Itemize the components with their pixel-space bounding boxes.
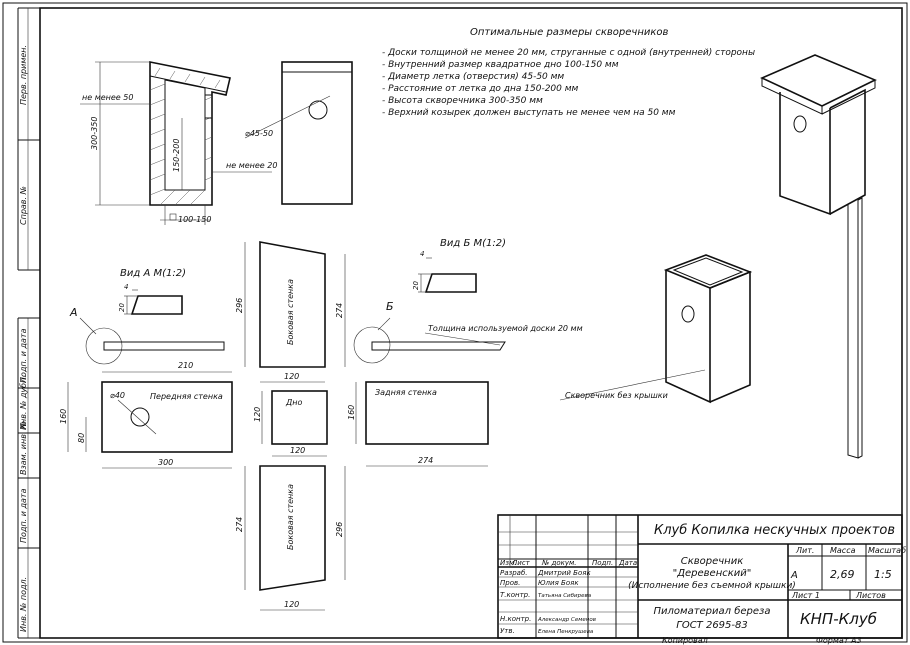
- sheets-count: Листов: [856, 591, 886, 600]
- view-a-d4: 4: [124, 283, 129, 291]
- sheet-number: Лист 1: [792, 591, 820, 600]
- requirement-item: - Внутренний размер квадратное дно 100-150 мм: [382, 60, 619, 70]
- side-bottom-width: 120: [284, 600, 300, 609]
- side-top-left: 296: [235, 297, 244, 313]
- front-wall-label: Передняя стенка: [150, 392, 223, 401]
- product-name-1: Скворечник: [680, 556, 744, 567]
- back-wall-label: Задняя стенка: [375, 388, 437, 397]
- scale-head: Масштаб: [868, 546, 907, 555]
- name-nkontr: Александр Семенов: [538, 617, 596, 623]
- name-tkontr: Татьяна Сибирева: [538, 593, 592, 599]
- role-prov: Пров.: [500, 579, 521, 587]
- dim-height: 300-350: [90, 116, 99, 150]
- role-utv: Утв.: [500, 627, 515, 635]
- bottom-height: 120: [253, 406, 262, 422]
- front-width: 300: [158, 458, 174, 467]
- dim-min50: не менее 50: [82, 93, 134, 102]
- role-nkontr: Н.контр.: [500, 615, 532, 623]
- role-tkontr: Т.контр.: [500, 591, 531, 599]
- head-podp: Подп.: [592, 559, 614, 567]
- material-1: Пиломатериал береза: [653, 606, 771, 617]
- strip-orig-inv: Инв. № подл.: [19, 576, 28, 632]
- role-razrab: Разраб.: [500, 569, 528, 577]
- side-top-width: 120: [284, 372, 300, 381]
- name-razrab: Дмитрий Бояк: [538, 569, 591, 577]
- left-strip: [18, 8, 40, 638]
- front-wall-part: [59, 361, 232, 468]
- lit-value: А: [791, 570, 798, 581]
- front-height: 160: [59, 408, 68, 424]
- back-wall-part: [347, 382, 488, 466]
- bottom-part: [253, 391, 327, 456]
- board-thickness: Толщина используемой доски 20 мм: [428, 324, 583, 333]
- view-b-letter: Б: [386, 300, 394, 313]
- side-bottom-label: Боковая стенка: [286, 483, 295, 550]
- view-a-letter: А: [70, 306, 78, 319]
- requirement-item: - Доски толщиной не менее 20 мм, струганные с одной (внутренней) стороны: [382, 48, 756, 58]
- side-bottom-right: 296: [335, 521, 344, 537]
- dim-bottom: 100-150: [178, 215, 212, 224]
- head-list: Лист: [512, 559, 530, 567]
- strip-replace-inv: Взам. инв. №: [19, 420, 28, 475]
- side-bottom-left: 274: [235, 516, 244, 532]
- view-a: [69, 268, 224, 364]
- back-width: 274: [418, 456, 434, 465]
- drawing-title: Оптимальные размеры скворечников: [470, 27, 669, 38]
- side-wall-top-part: [235, 242, 345, 382]
- entrance-hole: [794, 116, 806, 132]
- view-b-d4: 4: [420, 250, 425, 258]
- mass-value: 2,69: [830, 568, 855, 581]
- iso-label: Скворечник без крышки: [565, 391, 668, 400]
- name-prov: Юлия Бояк: [538, 579, 579, 587]
- copied-label: Копировал: [662, 636, 708, 645]
- strip-ref-no: Справ. №: [19, 186, 28, 225]
- side-top-right: 274: [335, 302, 344, 318]
- entrance-hole: [131, 408, 149, 426]
- mass-head: Масса: [830, 546, 856, 555]
- head-doc: № докум.: [542, 559, 577, 567]
- front-hole-height: 80: [77, 432, 86, 443]
- requirement-item: - Высота скворечника 300-350 мм: [382, 96, 543, 106]
- dim-hole-dia: ⌀45-50: [245, 129, 274, 138]
- view-b-title: Вид Б М(1:2): [440, 238, 507, 249]
- birdhouse-no-roof-iso: [560, 255, 750, 402]
- entrance-hole: [309, 101, 327, 119]
- view-b-d20: 20: [412, 281, 420, 290]
- side-wall-bottom-part: [235, 466, 345, 610]
- entrance-hole: [682, 306, 694, 322]
- org-name: Клуб Копилка нескучных проектов: [654, 523, 895, 538]
- dim-min20: не менее 20: [226, 161, 278, 170]
- material-2: ГОСТ 2695-83: [676, 620, 748, 631]
- section-view: [80, 62, 277, 225]
- name-utv: Елена Пенкрушева: [538, 629, 594, 635]
- view-b: [354, 238, 583, 363]
- birdhouse-iso: [762, 55, 875, 458]
- view-a-title: Вид А М(1:2): [120, 268, 186, 279]
- front-box-view: [245, 62, 352, 204]
- product-name-3: (Исполнение без съемной крышки): [628, 581, 796, 591]
- strip-first-use: Перв. примен.: [19, 44, 28, 105]
- view-a-d20: 20: [118, 303, 126, 312]
- dim-hole-to-bottom: 150-200: [172, 138, 181, 172]
- product-name-2: "Деревенский": [672, 568, 752, 579]
- title-block: [498, 515, 906, 638]
- head-data: Дата: [619, 559, 638, 567]
- club-logo: КНП-Клуб: [800, 610, 877, 628]
- bottom-label: Дно: [286, 398, 303, 407]
- front-hole-dia: ⌀40: [110, 391, 125, 400]
- front-top-dim: 210: [178, 361, 194, 370]
- strip-sign-date-2: Подп. и дата: [19, 488, 28, 543]
- requirement-item: - Диаметр летка (отверстия) 45-50 мм: [382, 72, 565, 82]
- requirement-item: - Расстояние от летка до дна 150-200 мм: [382, 84, 579, 94]
- bottom-width: 120: [290, 446, 306, 455]
- scale-value: 1:5: [874, 568, 892, 581]
- requirement-item: - Верхний козырек должен выступать не менее чем на 50 мм: [382, 108, 676, 118]
- strip-sign-date-1: Подп. и дата: [19, 328, 28, 383]
- requirements-list: [382, 48, 755, 118]
- side-top-label: Боковая стенка: [286, 278, 295, 345]
- format-label: Формат А3: [816, 636, 862, 645]
- head-izm: Изм.: [500, 559, 517, 567]
- lit-head: Лит.: [796, 546, 815, 555]
- back-height: 160: [347, 404, 356, 420]
- strip-dup-inv: Инв. № дубл.: [19, 375, 28, 430]
